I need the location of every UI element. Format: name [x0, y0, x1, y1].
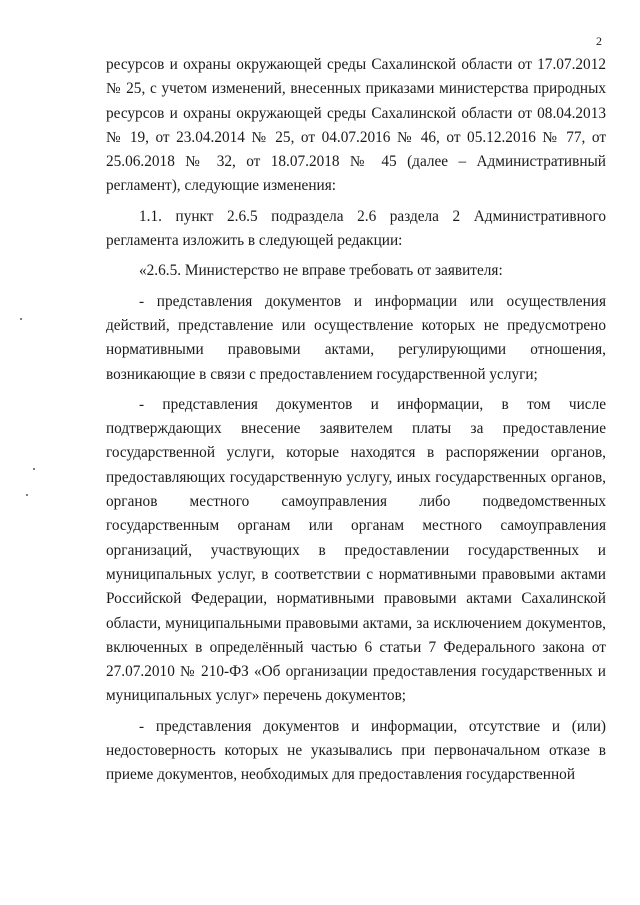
paragraph-bullet-1: - представления документов и информации или осуществления действий, представление или осуществление которых не предусмотрено нормативными правовыми актами, регулирующими отношения, возникающие в связи с предоставлением государственной услуги; — [106, 292, 606, 383]
document-body — [106, 53, 606, 788]
page-number: 2 — [596, 34, 602, 48]
scan-speck — [33, 468, 35, 470]
paragraph-clause-2-6-5: «2.6.5. Министерство не вправе требовать от заявителя: — [139, 262, 503, 280]
paragraph-item-1-1: 1.1. пункт 2.6.5 подраздела 2.6 раздела 2 Административного регламента изложить в следующей редакции: — [106, 207, 606, 250]
paragraph-bullet-2: - представления документов и информации, в том числе подтверждающих внесение заявителем платы за предоставление государственной услуги, которые находятся в распоряжении органов, предоставляющих государственную услугу, иных государственных органов, органов местного самоуправления либо подведомственных государственным органам или органам местного самоуправления организаций, участвующих в предоставлении государственных и муниципальных услуг, в соответствии с нормативными правовыми актами Российской Федерации, нормативными правовыми актами Сахалинской области, муниципальными правовыми актами, за исключением документов, включенных в определённый частью 6 статьи 7 Федерального закона от 27.07.2010 № 210-ФЗ «Об организации предоставления государственных и муниципальных услуг» перечень документов; — [106, 395, 606, 705]
paragraph-bullet-3: - представления документов и информации, отсутствие и (или) недостоверность которых не указывались при первоначальном отказе в приеме документов, необходимых для предоставления государственной — [106, 717, 606, 784]
paragraph-continuation: ресурсов и охраны окружающей среды Сахалинской области от 17.07.2012 № 25, с учетом изменений, внесенных приказами министерства природных ресурсов и охраны окружающей среды Сахалинской области от 08.04.2013 № 19, от 23.04.2014 № 25, от 04.07.2016 № 46, от 05.12.2016 № 77, от 25.06.2018 № 32, от 18.07.2018 № 45 (далее – Административный регламент), следующие изменения: — [106, 56, 606, 195]
scan-speck — [20, 318, 22, 320]
scan-speck — [26, 494, 28, 496]
